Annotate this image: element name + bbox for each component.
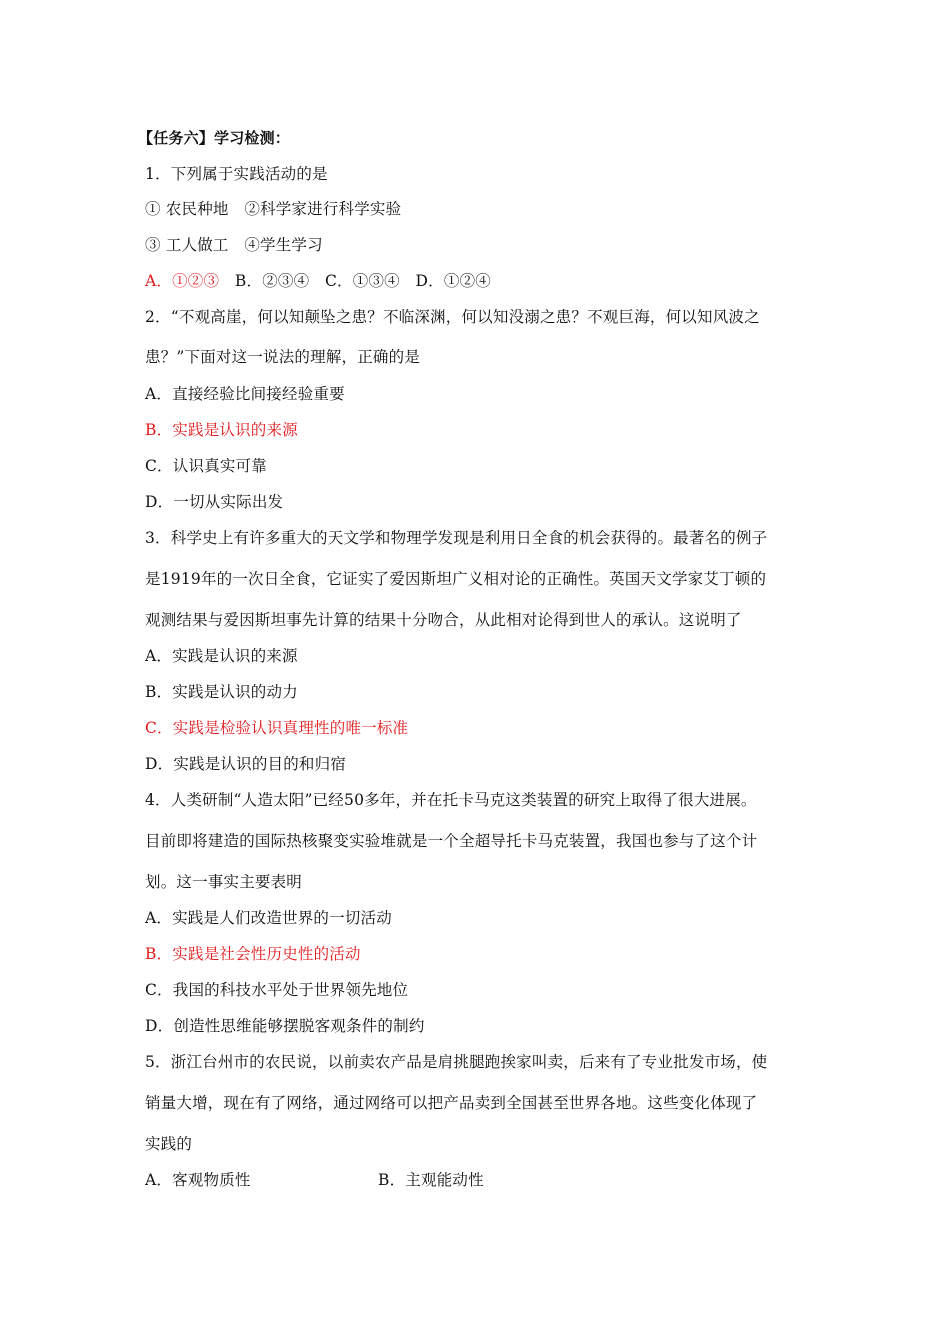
q1-stem: 1．下列属于实践活动的是 — [145, 165, 328, 183]
q5-stem-line2: 销量大增，现在有了网络，通过网络可以把产品卖到全国甚至世界各地。这些变化体现了 — [145, 1094, 758, 1112]
q3-stem-line1: 3．科学史上有许多重大的天文学和物理学发现是利用日全食的机会获得的。最著名的例子 — [145, 529, 768, 547]
q3-option-d: D．实践是认识的目的和归宿 — [145, 755, 347, 773]
q1-other-options: B．②③④ C．①③④ D．①②④ — [219, 272, 491, 290]
q1-items-line1: ① 农民种地 ②科学家进行科学实验 — [145, 200, 402, 218]
q3-option-a: A．实践是认识的来源 — [145, 647, 298, 665]
q4-stem-line1: 4．人类研制“人造太阳”已经50多年，并在托卡马克这类装置的研究上取得了很大进展。 — [145, 791, 757, 809]
q3-option-c-answer: C．实践是检验认识真理性的唯一标准 — [145, 719, 409, 737]
q2-option-c: C．认识真实可靠 — [145, 457, 267, 475]
q3-stem-line2: 是1919年的一次日全食，它证实了爱因斯坦广义相对论的正确性。英国天文学家艾丁顿的 — [145, 570, 767, 588]
q4-stem-line3: 划。这一事实主要表明 — [145, 873, 303, 891]
q4-option-b-answer: B．实践是社会性历史性的活动 — [145, 945, 361, 963]
q4-option-d: D．创造性思维能够摆脱客观条件的制约 — [145, 1017, 425, 1035]
q4-stem-line2: 目前即将建造的国际热核聚变实验堆就是一个全超导托卡马克装置，我国也参与了这个计 — [145, 832, 758, 850]
q5-options-row — [145, 1170, 251, 1190]
q4-option-c: C．我国的科技水平处于世界领先地位 — [145, 981, 409, 999]
section-heading: 【任务六】学习检测： — [138, 129, 291, 147]
q5-option-a: A．客观物质性 — [145, 1171, 251, 1189]
q1-answer: A．①②③ — [145, 272, 220, 290]
q1-items-line2: ③ 工人做工 ④学生学习 — [145, 236, 323, 254]
q2-option-a: A．直接经验比间接经验重要 — [145, 385, 345, 403]
q3-option-b: B．实践是认识的动力 — [145, 683, 298, 701]
q1-options — [145, 271, 491, 291]
q2-option-b-answer: B．实践是认识的来源 — [145, 421, 298, 439]
q3-stem-line3: 观测结果与爱因斯坦事先计算的结果十分吻合，从此相对论得到世人的承认。这说明了 — [145, 611, 742, 629]
q4-option-a: A．实践是人们改造世界的一切活动 — [145, 909, 392, 927]
q2-stem-line1: 2．“不观高崖，何以知颠坠之患？不临深渊，何以知没溺之患？不观巨海，何以知风波之 — [145, 308, 760, 326]
q5-option-b: B．主观能动性 — [378, 1171, 484, 1189]
q5-stem-line1: 5．浙江台州市的农民说，以前卖农产品是肩挑腿跑挨家叫卖，后来有了专业批发市场，使 — [145, 1053, 768, 1071]
q5-stem-line3: 实践的 — [145, 1135, 193, 1153]
q2-stem-line2: 患？”下面对这一说法的理解，正确的是 — [145, 348, 421, 366]
q2-option-d: D．一切从实际出发 — [145, 493, 284, 511]
